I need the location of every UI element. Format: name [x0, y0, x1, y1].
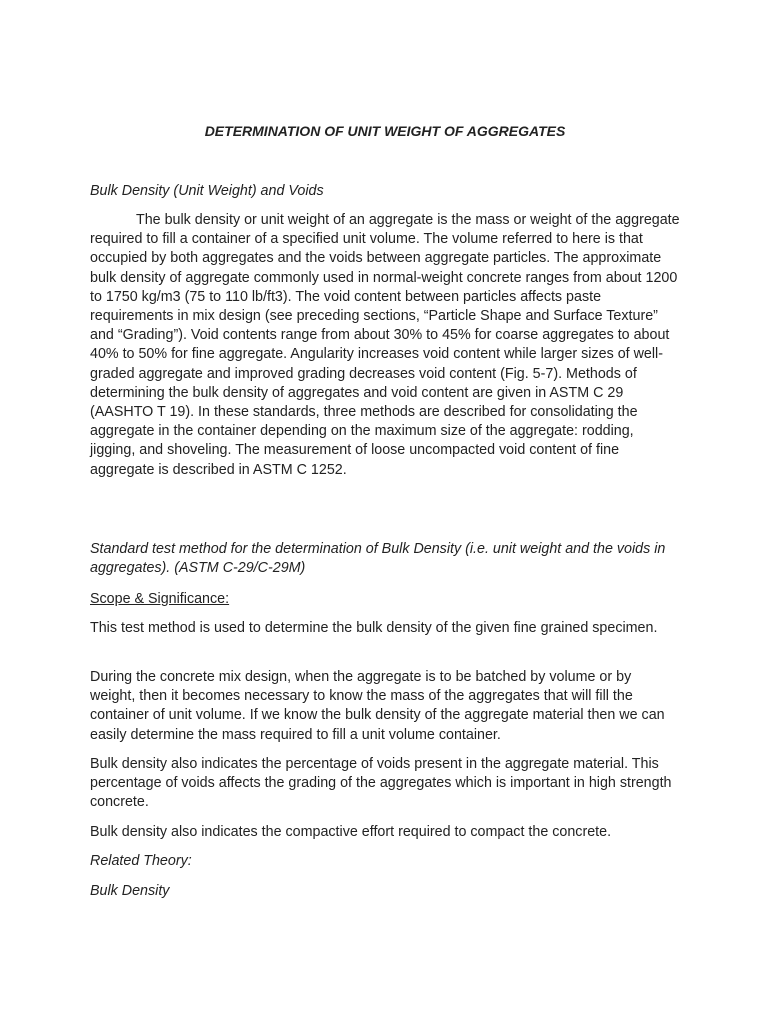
- scope-paragraph-3: Bulk density also indicates the percentage of voids present in the aggregate material. This percentage of voids affects the grading of the aggregates which is important in high strength concrete.: [90, 756, 672, 811]
- scope-paragraph-4: Bulk density also indicates the compactive effort required to compact the concrete.: [90, 824, 612, 840]
- section-heading-bulk-density-voids: Bulk Density (Unit Weight) and Voids: [90, 183, 324, 199]
- standard-test-method-heading: Standard test method for the determination of Bulk Density (i.e. unit weight and the voids in aggregates). (ASTM C-29/C-29M): [90, 541, 666, 577]
- section-body-bulk-density: The bulk density or unit weight of an aggregate is the mass or weight of the aggregate required to fill a container of a specified unit volume. The volume referred to here is that occupied by both aggregates and the voids between aggregate particles. The approximate bulk density of aggregate commonly used in normal-weight concrete ranges from about 1200 to 1750 kg/m3 (75 to 110 lb/ft3). The void content between particles affects paste requirements in mix design (see preceding sections, “Particle Shape and Surface Texture” and “Grading”). Void contents range from about 30% to 45% for coarse aggregates to about 40% to 50% for fine aggregate. Angularity increases void content while larger sizes of well-graded aggregate and improved grading decreases void content (Fig. 5-7). Methods of determining the bulk density of aggregates and void content are given in ASTM C 29 (AASHTO T 19). In these standards, three methods are described for consolidating the aggregate in the container depending on the maximum size of the aggregate: rodding, jigging, and shoveling. The measurement of loose uncompacted void content of fine aggregate is described in ASTM C 1252.: [90, 212, 680, 478]
- scope-paragraph-1: This test method is used to determine the bulk density of the given fine grained specimen.: [90, 620, 658, 636]
- related-theory-heading: Related Theory:: [90, 853, 192, 869]
- scope-significance-heading: Scope & Significance:: [90, 591, 230, 607]
- document-title: DETERMINATION OF UNIT WEIGHT OF AGGREGATES: [204, 123, 566, 139]
- scope-paragraph-2: During the concrete mix design, when the aggregate is to be batched by volume or by weight, then it becomes necessary to know the mass of the aggregates that will fill the container of unit volume. If we know the bulk density of the aggregate material then we can easily determine the mass required to fill a unit volume container.: [90, 669, 665, 743]
- bulk-density-subheading: Bulk Density: [90, 883, 170, 899]
